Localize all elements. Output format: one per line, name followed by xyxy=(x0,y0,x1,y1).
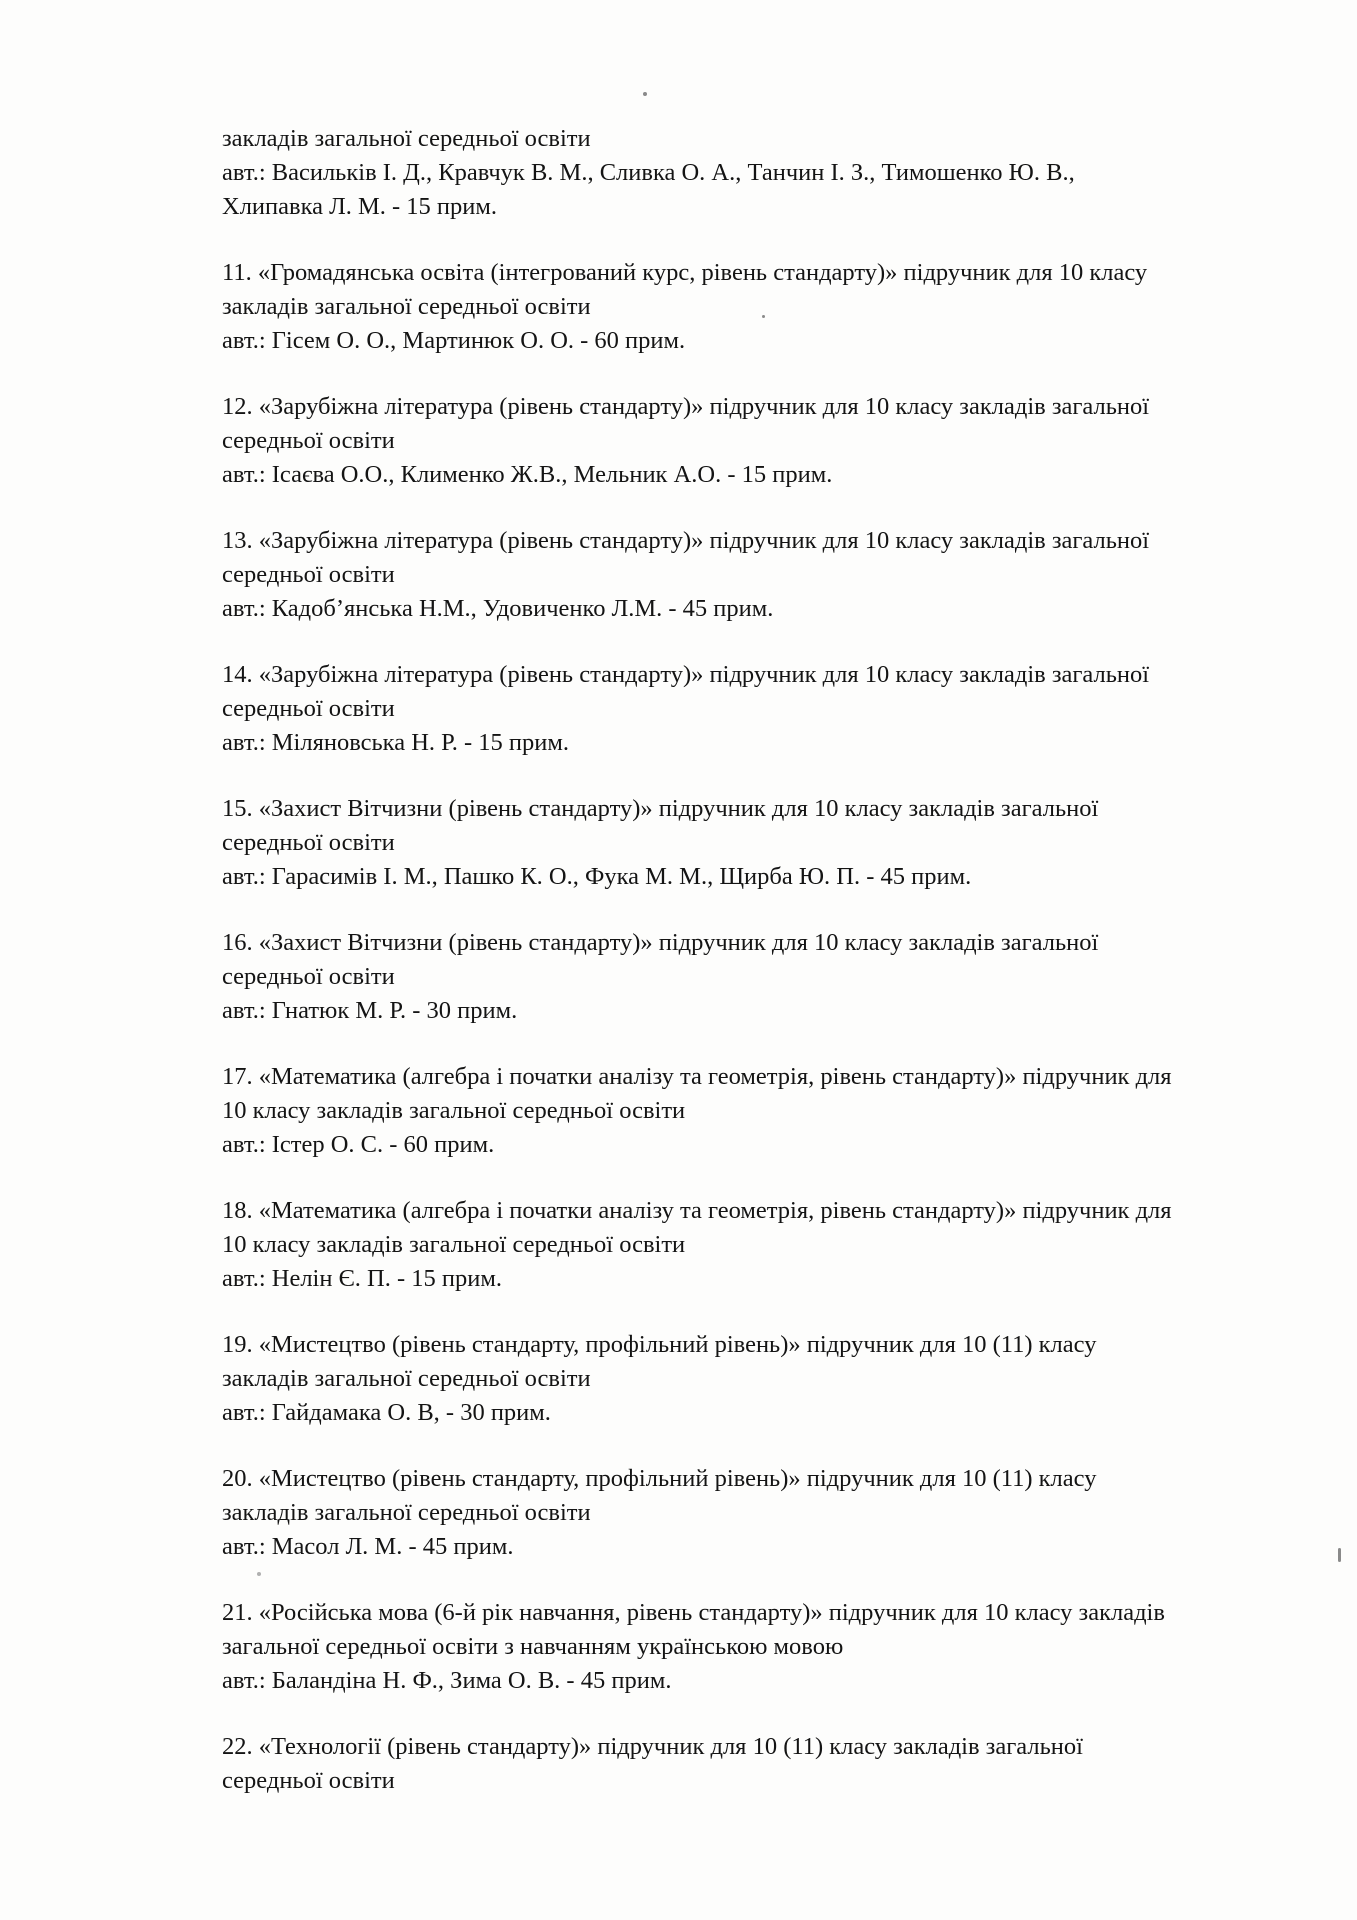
textbook-entry-12 xyxy=(222,390,1282,492)
textbook-entry-13 xyxy=(222,524,1282,626)
textbook-entry-20 xyxy=(222,1462,1282,1564)
entry-authors-line: авт.: Гарасимів І. М., Пашко К. О., Фука М. М., Щирба Ю. П. - 45 прим. xyxy=(222,863,972,890)
textbook-entry-18 xyxy=(222,1194,1282,1296)
entry-title-line: 14. «Зарубіжна література (рівень стандарту)» підручник для 10 класу закладів загальної xyxy=(222,661,1150,688)
entry-authors-line: авт.: Гнатюк М. Р. - 30 прим. xyxy=(222,997,518,1024)
entry-title-line: 10 класу закладів загальної середньої освіти xyxy=(222,1097,686,1124)
textbook-entry-22 xyxy=(222,1730,1282,1798)
textbook-entry-21 xyxy=(222,1596,1282,1698)
textbook-entry-14 xyxy=(222,658,1282,760)
entry-line: закладів загальної середньої освіти xyxy=(222,125,591,152)
continued-entry xyxy=(222,122,1282,224)
entry-title-line: загальної середньої освіти з навчанням українською мовою xyxy=(222,1633,844,1660)
entry-authors-line: авт.: Ісаєва О.О., Клименко Ж.В., Мельник А.О. - 15 прим. xyxy=(222,461,833,488)
entry-line: авт.: Васильків І. Д., Кравчук В. М., Сливка О. А., Танчин І. З., Тимошенко Ю. В., xyxy=(222,159,1075,186)
document-body xyxy=(222,122,1282,1830)
entry-title-line: 18. «Математика (алгебра і початки аналізу та геометрія, рівень стандарту)» підручник для xyxy=(222,1197,1172,1224)
entry-title-line: середньої освіти xyxy=(222,561,395,588)
entry-title-line: середньої освіти xyxy=(222,963,395,990)
textbook-entry-15 xyxy=(222,792,1282,894)
entry-authors-line: авт.: Гісем О. О., Мартинюк О. О. - 60 прим. xyxy=(222,327,686,354)
entry-title-line: 15. «Захист Вітчизни (рівень стандарту)» підручник для 10 класу закладів загальної xyxy=(222,795,1099,822)
entry-title-line: 21. «Російська мова (6-й рік навчання, рівень стандарту)» підручник для 10 класу закладів xyxy=(222,1599,1165,1626)
entry-title-line: закладів загальної середньої освіти xyxy=(222,1499,591,1526)
entry-title-line: 10 класу закладів загальної середньої освіти xyxy=(222,1231,686,1258)
entry-authors-line: авт.: Масол Л. М. - 45 прим. xyxy=(222,1533,514,1560)
entry-title-line: закладів загальної середньої освіти xyxy=(222,293,591,320)
entry-title-line: 12. «Зарубіжна література (рівень стандарту)» підручник для 10 класу закладів загальної xyxy=(222,393,1150,420)
textbook-entry-19 xyxy=(222,1328,1282,1430)
entry-title-line: 13. «Зарубіжна література (рівень стандарту)» підручник для 10 класу закладів загальної xyxy=(222,527,1150,554)
entry-line: Хлипавка Л. М. - 15 прим. xyxy=(222,193,498,220)
entry-authors-line: авт.: Нелін Є. П. - 15 прим. xyxy=(222,1265,502,1292)
entry-authors-line: авт.: Кадоб’янська Н.М., Удовиченко Л.М. - 45 прим. xyxy=(222,595,774,622)
textbook-entry-11 xyxy=(222,256,1282,358)
entry-title-line: закладів загальної середньої освіти xyxy=(222,1365,591,1392)
entry-title-line: 11. «Громадянська освіта (інтегрований курс, рівень стандарту)» підручник для 10 класу xyxy=(222,259,1148,286)
entry-title-line: 17. «Математика (алгебра і початки аналізу та геометрія, рівень стандарту)» підручник для xyxy=(222,1063,1172,1090)
entry-authors-line: авт.: Міляновська Н. Р. - 15 прим. xyxy=(222,729,569,756)
entry-title-line: середньої освіти xyxy=(222,1767,395,1794)
textbook-entry-17 xyxy=(222,1060,1282,1162)
entry-title-line: 19. «Мистецтво (рівень стандарту, профільний рівень)» підручник для 10 (11) класу xyxy=(222,1331,1097,1358)
entry-title-line: середньої освіти xyxy=(222,829,395,856)
entry-title-line: середньої освіти xyxy=(222,427,395,454)
scan-speck xyxy=(643,92,647,96)
scan-speck xyxy=(1338,1548,1341,1562)
entry-title-line: 20. «Мистецтво (рівень стандарту, профільний рівень)» підручник для 10 (11) класу xyxy=(222,1465,1097,1492)
entry-authors-line: авт.: Баландіна Н. Ф., Зима О. В. - 45 прим. xyxy=(222,1667,672,1694)
entry-title-line: середньої освіти xyxy=(222,695,395,722)
entry-authors-line: авт.: Гайдамака О. В, - 30 прим. xyxy=(222,1399,551,1426)
entry-title-line: 16. «Захист Вітчизни (рівень стандарту)» підручник для 10 класу закладів загальної xyxy=(222,929,1099,956)
entry-authors-line: авт.: Істер О. С. - 60 прим. xyxy=(222,1131,495,1158)
entry-title-line: 22. «Технології (рівень стандарту)» підручник для 10 (11) класу закладів загальної xyxy=(222,1733,1083,1760)
textbook-entry-16 xyxy=(222,926,1282,1028)
